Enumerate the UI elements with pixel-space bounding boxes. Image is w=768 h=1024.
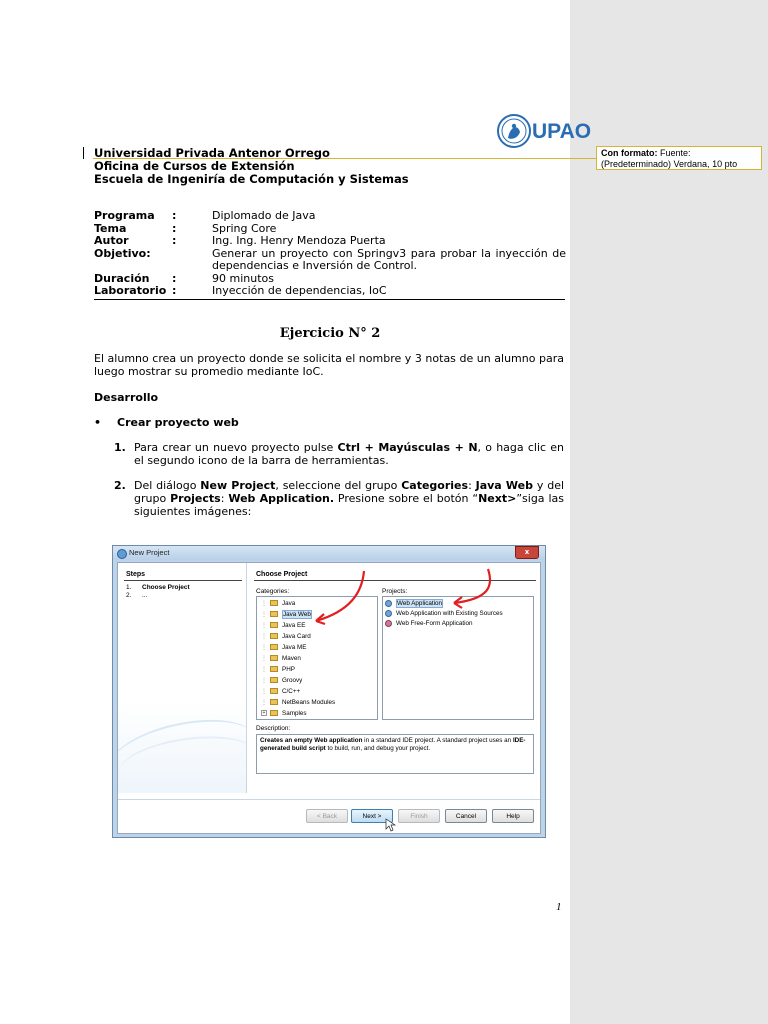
category-item[interactable] [261,654,301,664]
info-colon [172,248,212,273]
course-info-table [94,210,566,298]
category-label: Java EE [282,622,306,629]
university-seal-icon [496,112,532,152]
category-item[interactable] [261,676,302,686]
step-item-number: 2. [126,592,132,599]
dialog-title: New Project [129,548,170,557]
info-colon: : [172,271,177,285]
info-value: Generar un proyecto con Springv3 para probar la inyección de dependencias e Inversión de Control. [212,246,566,272]
step-text [134,441,564,467]
folder-icon [270,688,278,694]
upao-logo [496,112,590,152]
description-text: to build, run, and debug your project. [325,745,431,752]
categories-tree[interactable] [256,596,378,720]
expand-icon[interactable]: + [262,710,266,717]
step-item-label: ... [142,592,148,599]
info-label: Autor [94,234,129,247]
category-label: PHP [282,666,295,673]
category-item[interactable] [261,621,305,631]
folder-icon [270,611,278,617]
netbeans-icon [117,549,127,559]
new-project-dialog [112,545,546,838]
step-bold-part: Web Application. [228,492,335,505]
step-text-part: Del diálogo [134,479,201,492]
bullet-icon: • [94,416,102,429]
projects-list[interactable] [382,596,534,720]
category-label: Java [282,600,296,607]
project-label: Web Application with Existing Sources [396,610,503,617]
steps-divider [124,580,242,581]
step-item-number: 1. [126,584,132,591]
step-bold-part: Java Web [475,479,533,492]
dialog-body [117,562,541,834]
close-button[interactable]: x [515,546,539,559]
cancel-button[interactable]: Cancel [445,809,487,823]
steps-pane [118,563,247,793]
step-bold-part: Categories [401,479,469,492]
category-item[interactable] [261,632,311,642]
back-button[interactable]: < Back [306,809,348,823]
info-row-programa [94,210,566,223]
web-app-icon [385,610,392,617]
comment-label: Con formato: [601,148,658,158]
category-item[interactable] [261,643,307,653]
step-2 [114,479,564,518]
choose-divider [254,580,536,581]
categories-label: Categories: [256,588,290,595]
category-label: NetBeans Modules [282,699,336,706]
header-office: Oficina de Cursos de Extensión [94,159,295,173]
description-bold: IDE-generated build script [260,737,526,752]
description-text: in a standard IDE project. A standard project uses an [362,737,513,744]
step-text [134,479,564,518]
step-bold-part: Next> [478,492,517,505]
tree-line-icon: ⋮ [261,678,267,684]
step-number: 2. [114,479,126,492]
info-row-objetivo [94,248,566,273]
comment-text: Fuente: (Predeterminado) Verdana, 10 pto [601,148,738,169]
category-item[interactable] [261,599,295,609]
category-item[interactable] [261,665,295,675]
header-school: Escuela de Ingeniría de Computación y Sistemas [94,172,409,186]
web-app-icon [385,600,392,607]
info-row-autor [94,235,566,248]
project-label: Web Free-Form Application [396,620,473,627]
projects-label: Projects: [382,588,408,595]
folder-icon [270,677,278,683]
category-label: C/C++ [282,688,301,695]
category-item[interactable] [261,698,335,708]
info-label: Tema [94,221,127,235]
info-colon: : [172,234,177,247]
tree-line-icon: ⋮ [261,612,267,618]
step-text-part: Para crear un nuevo proyecto pulse [134,441,338,454]
info-value: Diplomado de Java [212,209,316,222]
folder-icon [270,644,278,650]
step-item-label: Choose Project [142,584,190,591]
section-heading-desarrollo: Desarrollo [94,391,159,404]
info-value: Inyección de dependencias, IoC [212,284,387,297]
info-label: Duración [94,271,150,285]
folder-icon [270,710,278,716]
folder-icon [270,633,278,639]
category-label: Samples [282,710,307,717]
format-comment[interactable] [596,146,762,170]
exercise-title: Ejercicio N° 2 [279,326,381,341]
folder-icon [270,622,278,628]
info-label: Objetivo: [94,246,151,260]
dialog-titlebar [113,546,545,560]
tree-line-icon: ⋮ [261,700,267,706]
tree-line-icon: ⋮ [261,623,267,629]
step-number: 1. [114,441,126,454]
info-label: Programa [94,209,155,222]
project-item[interactable] [385,619,473,629]
folder-icon [270,699,278,705]
info-row-laboratorio [94,285,566,298]
step-text-part: , o haga clic en el segundo icono de la barra de herramientas. [134,441,564,467]
description-label: Description: [256,725,291,732]
info-colon: : [172,284,177,297]
tree-line-icon: ⋮ [261,689,267,695]
step-item [126,584,190,592]
category-label: Java Web [283,611,311,618]
page-number: 1 [556,901,562,913]
project-label: Web Application [397,600,443,607]
tree-line-icon: ⋮ [261,645,267,651]
step-text-part: : [220,492,229,505]
folder-icon [270,666,278,672]
description-bold: Creates an empty Web application [260,737,363,744]
info-label: Laboratorio [94,284,167,297]
step-item [126,592,190,600]
next-button[interactable]: Next > [351,809,393,823]
info-colon: : [172,221,177,235]
choose-project-heading: Choose Project [256,571,308,578]
step-1 [114,441,564,467]
header-university: Universidad Privada Antenor Orrego [94,146,330,160]
project-item-selected[interactable] [385,599,443,609]
step-text-part: ”siga las siguientes imágenes: [134,492,564,518]
tree-line-icon: ⋮ [261,601,267,607]
info-divider [94,299,565,300]
steps-heading: Steps [126,571,146,578]
step-text-part: Presione sobre el botón “ [334,492,479,505]
free-form-icon [385,620,392,627]
button-row-divider [118,799,540,800]
step-text-part: : [468,479,476,492]
help-button[interactable]: Help [492,809,534,823]
step-text-part: y del grupo [134,479,565,505]
intro-paragraph: El alumno crea un proyecto donde se solicita el nombre y 3 notas de un alumno para luego mostrar su promedio mediante IoC. [94,352,564,378]
tree-line-icon: ⋮ [261,634,267,640]
folder-icon [270,655,278,661]
info-colon: : [172,209,177,222]
step-bold-part: Projects [170,492,221,505]
step-text-part: , seleccione del grupo [275,479,402,492]
category-item[interactable] [261,709,307,719]
category-label: Java ME [282,644,307,651]
description-box [256,734,534,774]
bullet-crear-proyecto [94,416,239,429]
change-bar [83,147,84,159]
category-label: Groovy [282,677,303,684]
step-bold-part: New Project [200,479,276,492]
info-value: Spring Core [212,221,277,235]
tree-line-icon: ⋮ [261,667,267,673]
steps-list [126,584,190,600]
bullet-text: Crear proyecto web [117,416,239,429]
finish-button[interactable]: Finish [398,809,440,823]
info-value: 90 minutos [212,271,274,285]
project-item[interactable] [385,609,503,619]
shortcut-text: Ctrl + Mayúsculas + N [337,441,478,454]
category-label: Java Card [282,633,311,640]
category-item[interactable] [261,687,300,697]
category-label: Maven [282,655,301,662]
info-value: Ing. Ing. Henry Mendoza Puerta [212,234,386,247]
logo-text: UPAO [532,120,592,143]
category-item-selected[interactable] [261,610,312,620]
folder-icon [270,600,278,606]
tree-line-icon: ⋮ [261,656,267,662]
